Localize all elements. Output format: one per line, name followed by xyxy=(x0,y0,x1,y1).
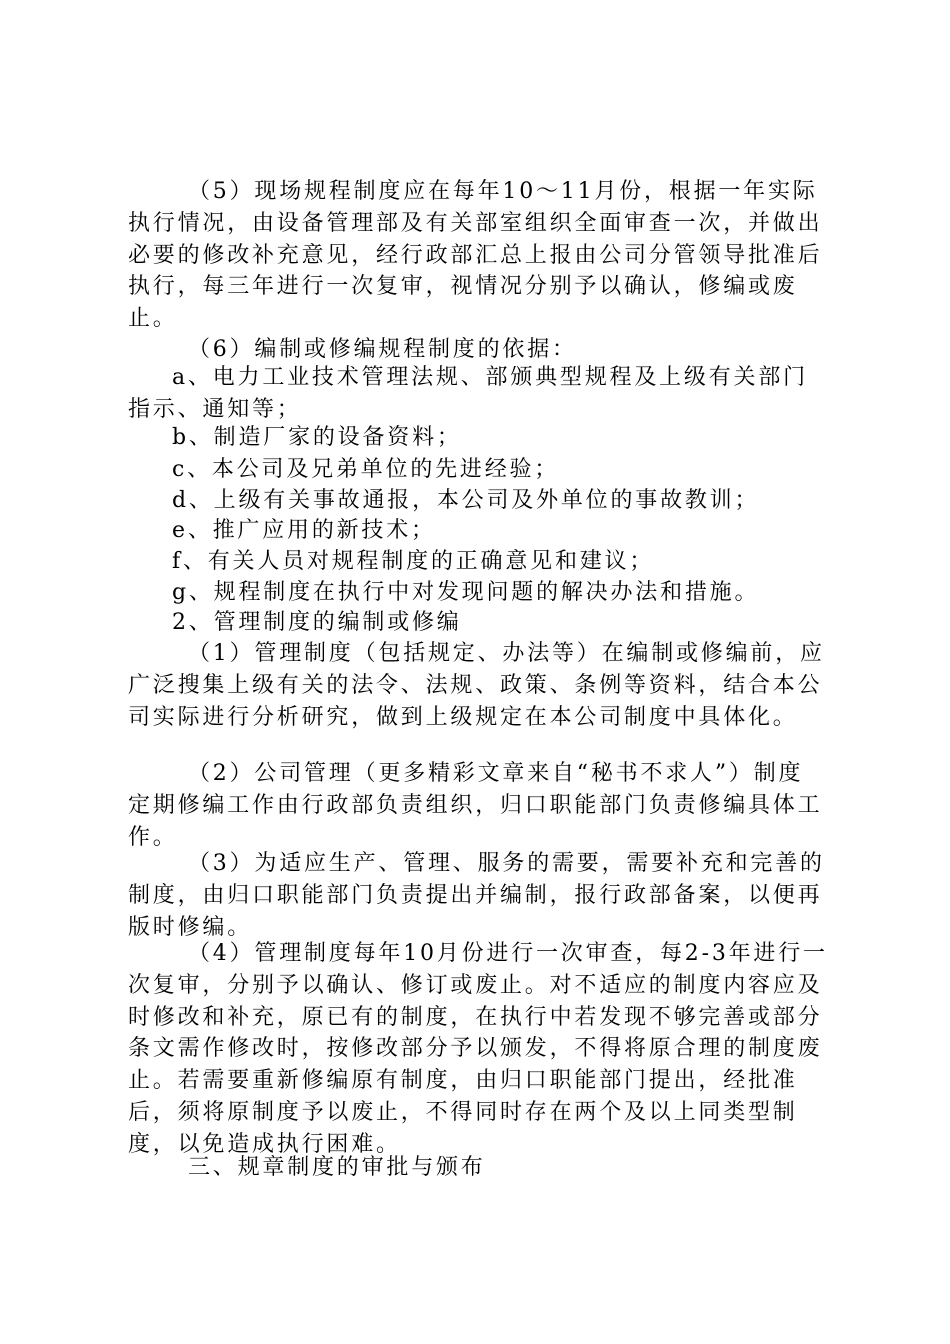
paragraph-mgmt-1: （1）管理制度（包括规定、办法等）在编制或修编前，应广泛搜集上级有关的法令、法规、政策、条例等资料，结合本公司实际进行分析研究，做到上级规定在本公司制度中具体化。 xyxy=(128,641,825,730)
list-item-d: d、上级有关事故通报，本公司及外单位的事故教训； xyxy=(172,488,760,513)
paragraph-mgmt-2: （2）公司管理（更多精彩文章来自“秘书不求人”）制度定期修编工作由行政部负责组织，归口职能部门负责修编具体工作。 xyxy=(128,761,823,850)
list-item-b: b、制造厂家的设备资料； xyxy=(172,425,462,450)
list-item-f: f、有关人员对规程制度的正确意见和建议； xyxy=(172,549,655,574)
list-item-a: a、电力工业技术管理法规、部颁典型规程及上级有关部门指示、通知等； xyxy=(128,365,808,422)
section-heading-2: 2、管理制度的编制或修编 xyxy=(172,610,462,635)
paragraph-mgmt-4: （4）管理制度每年10月份进行一次审查，每2-3年进行一次复审，分别予以确认、修订或废止。对不适应的制度内容应及时修改和补充，原已有的制度，在执行中若发现不够完善或部分条文需作修改时，按修改部分予以颁发，不得将原合理的制度废止。若需要重新修编原有制度，由归口职能部门提出，经批准后，须将原制度予以废止，不得同时存在两个及以上同类型制度，以免造成执行困难。 xyxy=(128,941,828,1157)
list-item-g: g、规程制度在执行中对发现问题的解决办法和措施。 xyxy=(172,580,760,605)
section-heading-3: 三、规章制度的审批与颁布 xyxy=(188,1155,486,1180)
paragraph-6: （6）编制或修编规程制度的依据： xyxy=(188,337,577,362)
paragraph-5: （5）现场规程制度应在每年10～11月份，根据一年实际执行情况，由设备管理部及有关部室组织全面审查一次，并做出必要的修改补充意见，经行政部汇总上报由公司分管领导批准后执行，每三年进行一次复审，视情况分别予以确认，修编或废止。 xyxy=(128,179,823,332)
list-item-c: c、本公司及兄弟单位的先进经验； xyxy=(172,457,560,482)
list-item-e: e、推广应用的新技术； xyxy=(172,518,436,543)
paragraph-mgmt-3: （3）为适应生产、管理、服务的需要，需要补充和完善的制度，由归口职能部门负责提出并编制，报行政部备案，以便再版时修编。 xyxy=(128,851,825,940)
